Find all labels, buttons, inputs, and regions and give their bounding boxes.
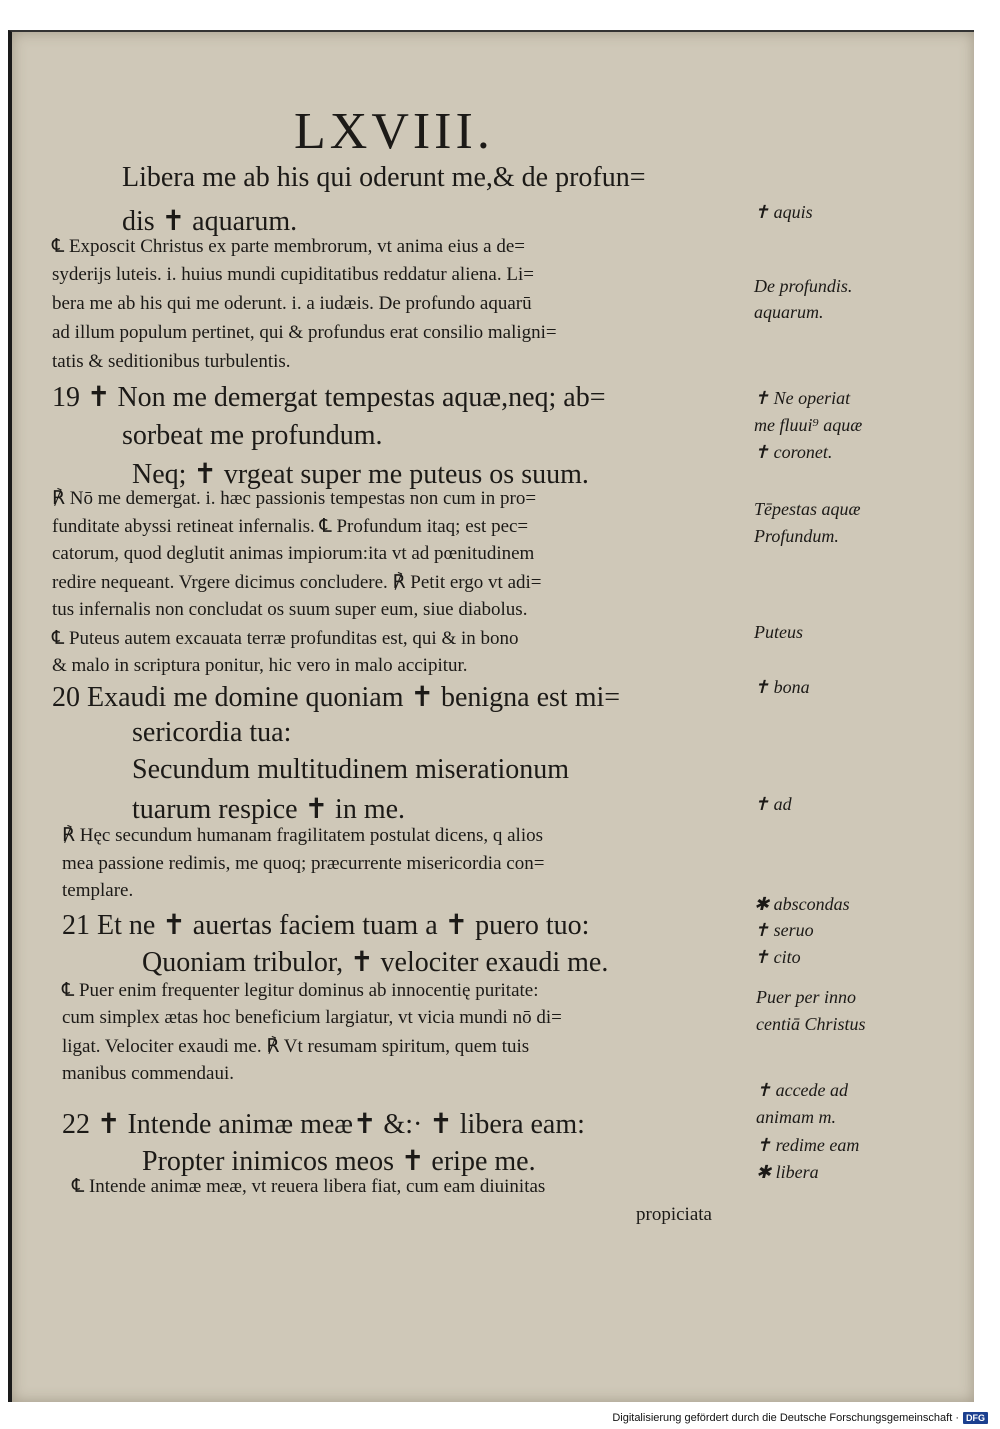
margin-note: animam m. bbox=[756, 1107, 836, 1127]
margin-note: ✝ Ne operiat bbox=[754, 388, 851, 408]
text-line: tatis & seditionibus turbulentis. bbox=[52, 351, 291, 372]
text-line: ℄ Puteus autem excauata terræ profunditas est, qui & in bono bbox=[52, 628, 519, 649]
text-line: Libera me ab his qui oderunt me,& de profun= bbox=[122, 162, 646, 193]
text-line: funditate abyssi retineat infernalis. ℄ Profundum itaq; est pec= bbox=[52, 516, 529, 537]
text-line: Quoniam tribulor, ✝ velociter exaudi me. bbox=[142, 947, 609, 978]
text-line: dis ✝ aquarum. bbox=[122, 206, 298, 237]
text-line: catorum, quod deglutit animas impiorum:ita vt ad pœnitudinem bbox=[52, 543, 535, 564]
chapter-heading: LXVIII. bbox=[294, 103, 494, 160]
text-line: 21 Et ne ✝ auertas faciem tuam a ✝ puero tuo: bbox=[62, 910, 590, 941]
margin-note: centiā Christus bbox=[756, 1014, 866, 1034]
text-line: manibus commendaui. bbox=[62, 1063, 235, 1084]
text-line: ℟ Nō me demergat. i. hæc passionis tempestas non cum in pro= bbox=[52, 488, 537, 509]
text-line: ligat. Velociter exaudi me. ℟ Vt resumam spiritum, quem tuis bbox=[62, 1036, 530, 1057]
margin-note: Puer per inno bbox=[756, 987, 856, 1007]
text-line: 19 ✝ Non me demergat tempestas aquæ,neq; ab= bbox=[52, 382, 606, 413]
margin-note: ✱ abscondas bbox=[754, 894, 850, 914]
margin-note: aquarum. bbox=[754, 302, 824, 322]
margin-note: ✝ accede ad bbox=[756, 1080, 849, 1100]
margin-note: ✝ bona bbox=[754, 677, 810, 697]
dfg-logo-icon: DFG bbox=[963, 1412, 988, 1424]
text-line: Propter inimicos meos ✝ eripe me. bbox=[142, 1146, 536, 1177]
text-line: redire nequeant. Vrgere dicimus concludere. ℟ Petit ergo vt adi= bbox=[52, 572, 542, 593]
margin-note: ✝ ad bbox=[754, 794, 792, 814]
text-line: tus infernalis non concludat os suum super eum, siue diabolus. bbox=[52, 599, 528, 620]
margin-note: Tēpestas aquæ bbox=[754, 499, 861, 519]
text-line: & malo in scriptura ponitur, hic vero in malo accipitur. bbox=[52, 655, 468, 676]
margin-note: ✝ seruo bbox=[754, 920, 814, 940]
margin-note: Puteus bbox=[754, 622, 803, 642]
text-line: sericordia tua: bbox=[132, 717, 292, 748]
text-line: mea passione redimis, me quoq; præcurrente misericordia con= bbox=[62, 853, 545, 874]
footer-credit bbox=[612, 1412, 988, 1424]
text-line: Secundum multitudinem miserationum bbox=[132, 754, 570, 785]
text-line: sorbeat me profundum. bbox=[122, 420, 383, 451]
text-line: bera me ab his qui me oderunt. i. a iudæis. De profundo aquarū bbox=[52, 293, 532, 314]
margin-note: De profundis. bbox=[754, 276, 853, 296]
footer-text: Digitalisierung gefördert durch die Deutsche Forschungsgemeinschaft · bbox=[612, 1412, 959, 1424]
text-line: propiciata bbox=[636, 1204, 712, 1225]
text-line: ℄ Puer enim frequenter legitur dominus ab innocentię puritate: bbox=[62, 980, 539, 1001]
book-page bbox=[8, 30, 974, 1402]
margin-note: Profundum. bbox=[754, 526, 839, 546]
text-line: ℟ Hęc secundum humanam fragilitatem postulat dicens, q alios bbox=[62, 825, 544, 846]
margin-note: ✱ libera bbox=[756, 1162, 819, 1182]
margin-note: me fluui⁹ aquæ bbox=[754, 415, 863, 435]
margin-note: ✝ coronet. bbox=[754, 442, 833, 462]
margin-note: ✝ aquis bbox=[754, 202, 813, 222]
text-line: ℄ Intende animæ meæ, vt reuera libera fiat, cum eam diuinitas bbox=[72, 1176, 546, 1197]
text-line: Neq; ✝ vrgeat super me puteus os suum. bbox=[132, 459, 589, 490]
text-line: syderijs luteis. i. huius mundi cupiditatibus reddatur aliena. Li= bbox=[52, 264, 534, 285]
text-line: ℄ Exposcit Christus ex parte membrorum, vt anima eius a de= bbox=[52, 236, 526, 257]
text-line: 20 Exaudi me domine quoniam ✝ benigna est mi= bbox=[52, 682, 621, 713]
text-line: templare. bbox=[62, 880, 134, 901]
text-line: ad illum populum pertinet, qui & profundus erat consilio maligni= bbox=[52, 322, 557, 343]
text-line: 22 ✝ Intende animæ meæ✝ &:· ✝ libera eam: bbox=[62, 1109, 585, 1140]
text-line: tuarum respice ✝ in me. bbox=[132, 794, 406, 825]
margin-note: ✝ cito bbox=[754, 947, 801, 967]
text-line: cum simplex ætas hoc beneficium largiatur, vt vicia mundi nō di= bbox=[62, 1007, 562, 1028]
margin-note: ✝ redime eam bbox=[756, 1135, 860, 1155]
